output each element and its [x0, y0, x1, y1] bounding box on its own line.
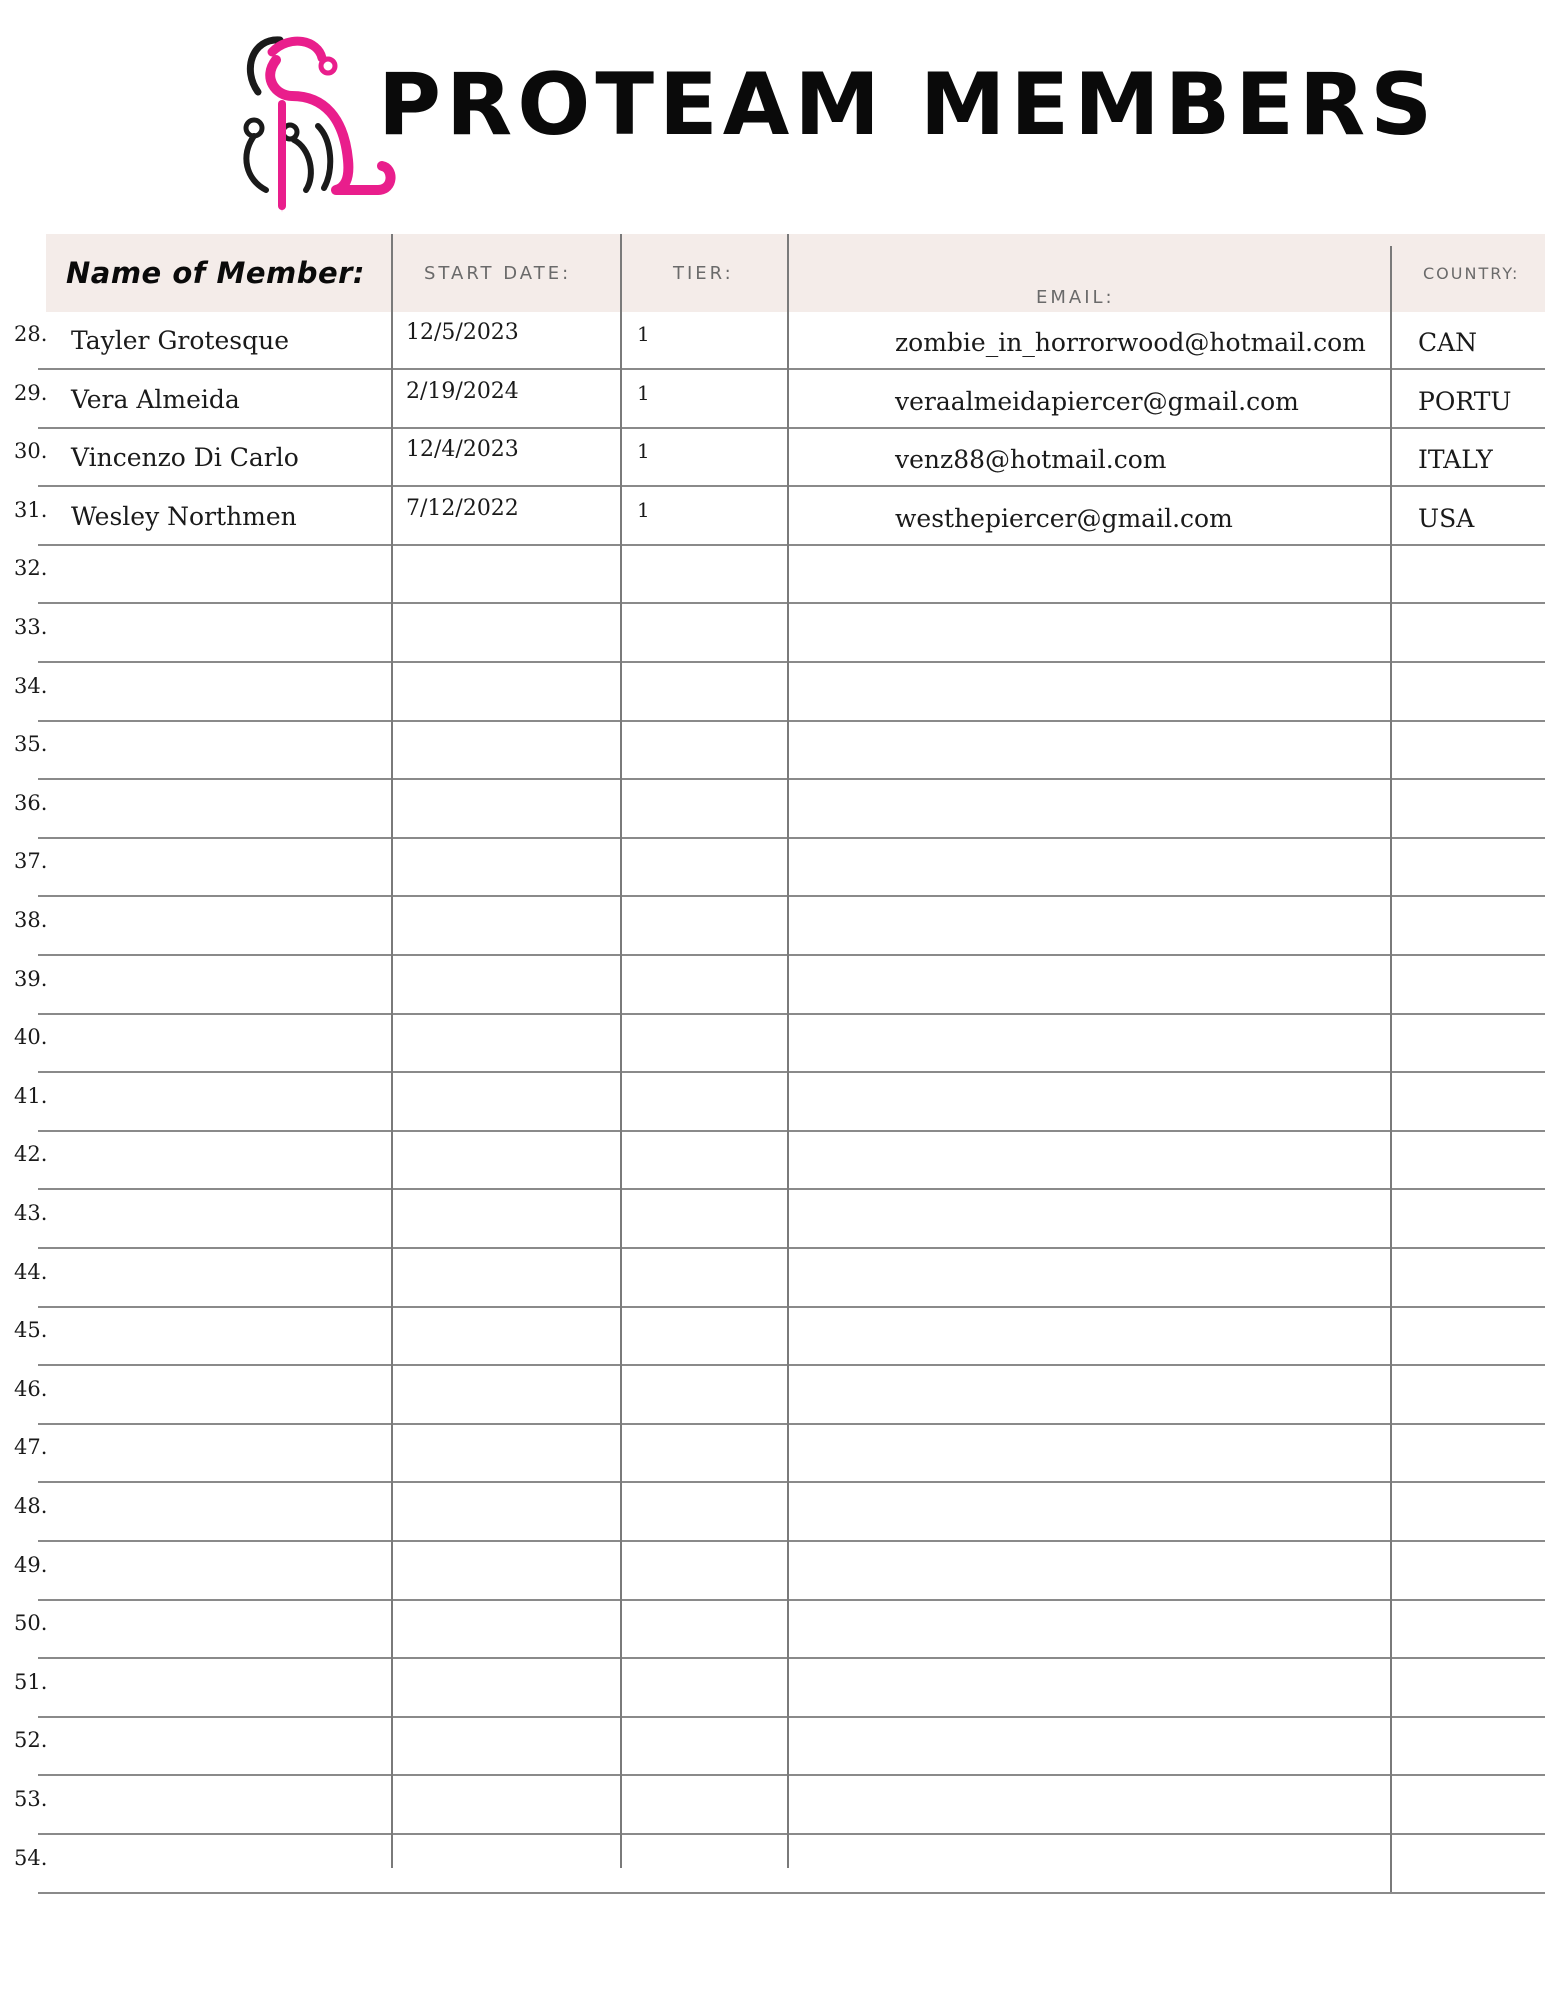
table-row	[0, 1836, 1545, 1894]
column-header-country: COUNTRY:	[1423, 263, 1520, 283]
table-row	[0, 371, 1545, 429]
table-row	[0, 1601, 1545, 1659]
row-number: 40.	[14, 1025, 48, 1050]
row-number: 49.	[14, 1552, 48, 1577]
row-number: 33.	[14, 615, 48, 639]
row-number: 30.	[14, 439, 48, 464]
row-number: 52.	[14, 1728, 48, 1753]
row-number: 35.	[14, 732, 48, 757]
needle-figure-logo	[232, 30, 402, 215]
table-row	[0, 839, 1545, 897]
row-number: 43.	[14, 1201, 48, 1225]
table-row	[0, 664, 1545, 722]
page-header	[0, 0, 1545, 230]
column-header-start-date: START DATE:	[424, 262, 572, 284]
row-number: 37.	[14, 849, 48, 874]
email-cell: westhepiercer@gmail.com	[895, 503, 1233, 533]
table-row	[0, 1718, 1545, 1776]
row-number: 39.	[14, 966, 48, 991]
row-number: 51.	[14, 1669, 48, 1694]
row-number: 47.	[14, 1435, 48, 1460]
column-divider	[787, 234, 789, 1868]
email-cell: zombie_in_horrorwood@hotmail.com	[895, 328, 1366, 357]
row-number: 29.	[14, 380, 48, 405]
page-title: PROTEAM MEMBERS	[378, 55, 1438, 155]
table-row	[0, 312, 1545, 370]
table-row	[0, 1777, 1545, 1835]
member-name-cell: Wesley Northmen	[71, 501, 297, 531]
country-cell: CAN	[1418, 328, 1478, 357]
column-divider	[391, 234, 393, 1868]
column-divider	[1390, 246, 1392, 1892]
table-row	[0, 1308, 1545, 1366]
table-row	[0, 546, 1545, 604]
column-header-email: EMAIL:	[1036, 286, 1115, 308]
row-number: 44.	[14, 1259, 48, 1284]
table-row	[0, 488, 1545, 546]
row-number: 28.	[14, 322, 48, 346]
table-row	[0, 1425, 1545, 1483]
email-cell: veraalmeidapiercer@gmail.com	[895, 386, 1299, 416]
row-number: 50.	[14, 1611, 48, 1636]
country-cell: PORTU	[1418, 386, 1512, 416]
row-number: 53.	[14, 1787, 48, 1811]
start-date-cell: 12/4/2023	[406, 437, 519, 463]
table-row	[0, 1484, 1545, 1542]
member-name-cell: Tayler Grotesque	[71, 326, 289, 355]
table-row	[0, 1543, 1545, 1601]
member-name-cell: Vera Almeida	[71, 384, 240, 414]
country-cell: USA	[1418, 503, 1475, 533]
table-row	[0, 1250, 1545, 1308]
table-header-row	[46, 234, 1545, 312]
column-divider	[620, 234, 622, 1868]
table-row	[0, 957, 1545, 1015]
email-cell: venz88@hotmail.com	[895, 445, 1167, 475]
table-row	[0, 722, 1545, 780]
table-row	[0, 1074, 1545, 1132]
row-divider	[38, 1892, 1545, 1894]
row-number: 45.	[14, 1318, 48, 1343]
table-row	[0, 1015, 1545, 1073]
start-date-cell: 2/19/2024	[406, 378, 519, 404]
table-row	[0, 429, 1545, 487]
row-number: 31.	[14, 497, 48, 522]
table-row	[0, 898, 1545, 956]
table-row	[0, 1132, 1545, 1190]
country-cell: ITALY	[1418, 445, 1493, 475]
tier-cell: 1	[637, 322, 650, 346]
row-number: 34.	[14, 673, 48, 698]
tier-cell: 1	[637, 439, 650, 464]
row-number: 38.	[14, 908, 48, 932]
row-number: 42.	[14, 1142, 48, 1167]
start-date-cell: 7/12/2022	[406, 495, 519, 521]
table-row	[0, 1367, 1545, 1425]
row-number: 54.	[14, 1845, 48, 1870]
row-number: 36.	[14, 790, 48, 815]
tier-cell: 1	[637, 380, 650, 405]
member-name-cell: Vincenzo Di Carlo	[71, 443, 299, 473]
row-number: 46.	[14, 1376, 48, 1401]
row-number: 41.	[14, 1083, 48, 1108]
table-row	[0, 1660, 1545, 1718]
table-row	[0, 781, 1545, 839]
start-date-cell: 12/5/2023	[406, 320, 519, 345]
column-header-tier: TIER:	[673, 262, 734, 284]
column-header-name: Name of Member:	[66, 256, 366, 290]
tier-cell: 1	[637, 497, 650, 522]
row-number: 48.	[14, 1494, 48, 1518]
table-row	[0, 1191, 1545, 1249]
table-row	[0, 605, 1545, 663]
row-number: 32.	[14, 556, 48, 581]
